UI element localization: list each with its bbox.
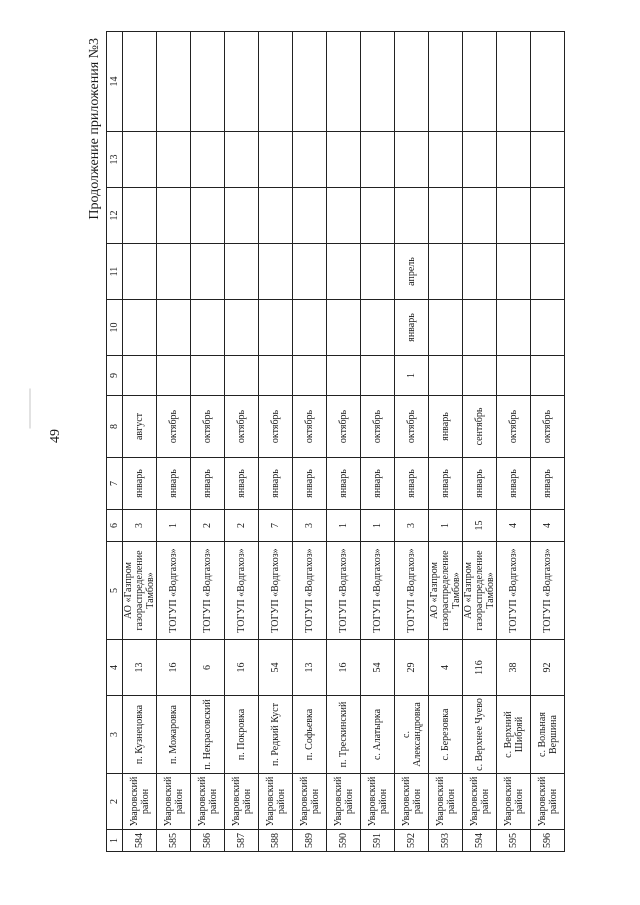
table-row xyxy=(395,32,429,852)
table-cell: 38 xyxy=(497,640,531,696)
table-cell xyxy=(463,244,497,300)
table-cell: 3 xyxy=(123,510,157,542)
column-header: 6 xyxy=(107,510,123,542)
table-cell: октябрь xyxy=(531,396,565,458)
table-cell: 588 xyxy=(259,830,293,852)
table-cell xyxy=(191,32,225,132)
table-cell: с. Верхний Шибряй xyxy=(497,696,531,774)
table-cell: январь xyxy=(157,458,191,510)
table-cell: ТОГУП «Водгахоз» xyxy=(395,542,429,640)
table-cell xyxy=(157,188,191,244)
column-header: 2 xyxy=(107,774,123,830)
table-cell: Уваровский район xyxy=(293,774,327,830)
table-cell xyxy=(259,188,293,244)
table-cell: октябрь xyxy=(361,396,395,458)
table-cell: с. Алатырка xyxy=(361,696,395,774)
table-caption: Продолжение приложения №3 xyxy=(87,38,102,220)
table-cell xyxy=(463,188,497,244)
table-cell: ТОГУП «Водгахоз» xyxy=(497,542,531,640)
table-cell: ТОГУП «Водгахоз» xyxy=(361,542,395,640)
table-cell: Уваровский район xyxy=(429,774,463,830)
table-cell: Уваровский район xyxy=(361,774,395,830)
table-cell xyxy=(191,356,225,396)
rotated-page-content xyxy=(84,32,614,852)
table-cell xyxy=(531,132,565,188)
table-row xyxy=(361,32,395,852)
table-cell: октябрь xyxy=(259,396,293,458)
table-cell xyxy=(157,300,191,356)
table-cell: п. Трескинский xyxy=(327,696,361,774)
table-cell: август xyxy=(123,396,157,458)
table-cell: 1 xyxy=(157,510,191,542)
table-cell xyxy=(259,356,293,396)
table-cell xyxy=(361,32,395,132)
table-cell xyxy=(225,244,259,300)
table-cell: 593 xyxy=(429,830,463,852)
table-cell xyxy=(429,244,463,300)
table-cell: 590 xyxy=(327,830,361,852)
table-cell xyxy=(293,244,327,300)
table-cell: Уваровский район xyxy=(497,774,531,830)
column-header: 10 xyxy=(107,300,123,356)
table-cell: 116 xyxy=(463,640,497,696)
table-cell: 2 xyxy=(191,510,225,542)
appendix-table xyxy=(106,31,565,852)
table-cell: 4 xyxy=(531,510,565,542)
table-cell: АО «Газпром газораспределение Тамбов» xyxy=(463,542,497,640)
table-cell: ТОГУП «Водгахоз» xyxy=(225,542,259,640)
table-cell: п. Можаровка xyxy=(157,696,191,774)
table-row xyxy=(531,32,565,852)
table-cell xyxy=(463,300,497,356)
table-cell: АО «Газпром газораспределение Тамбов» xyxy=(123,542,157,640)
column-header: 5 xyxy=(107,542,123,640)
table-row xyxy=(429,32,463,852)
column-header: 14 xyxy=(107,32,123,132)
table-cell: 16 xyxy=(157,640,191,696)
table-cell xyxy=(531,244,565,300)
table-cell xyxy=(395,132,429,188)
table-cell: январь xyxy=(361,458,395,510)
table-cell xyxy=(497,188,531,244)
table-cell: 3 xyxy=(293,510,327,542)
table-cell: 1 xyxy=(327,510,361,542)
column-header: 7 xyxy=(107,458,123,510)
table-cell: 1 xyxy=(395,356,429,396)
table-row xyxy=(293,32,327,852)
table-row xyxy=(327,32,361,852)
table-cell xyxy=(157,356,191,396)
table-cell xyxy=(123,356,157,396)
table-cell: январь xyxy=(429,396,463,458)
table-cell: 2 xyxy=(225,510,259,542)
table-cell: январь xyxy=(191,458,225,510)
table-cell xyxy=(225,188,259,244)
column-header: 13 xyxy=(107,132,123,188)
table-cell: Уваровский район xyxy=(157,774,191,830)
table-row xyxy=(123,32,157,852)
table-cell: Уваровский район xyxy=(327,774,361,830)
table-cell: 4 xyxy=(497,510,531,542)
table-cell: п. Некрасовский xyxy=(191,696,225,774)
table-cell: 595 xyxy=(497,830,531,852)
table-cell xyxy=(497,244,531,300)
table-cell: октябрь xyxy=(497,396,531,458)
table-cell: 587 xyxy=(225,830,259,852)
table-cell: 589 xyxy=(293,830,327,852)
table-cell: 592 xyxy=(395,830,429,852)
table-cell xyxy=(157,132,191,188)
column-header: 12 xyxy=(107,188,123,244)
table-cell xyxy=(531,356,565,396)
table-cell: 596 xyxy=(531,830,565,852)
table-cell xyxy=(327,244,361,300)
table-cell: октябрь xyxy=(191,396,225,458)
table-cell: АО «Газпром газораспределение Тамбов» xyxy=(429,542,463,640)
table-cell xyxy=(429,356,463,396)
table-cell xyxy=(463,32,497,132)
table-row xyxy=(157,32,191,852)
table-cell: 584 xyxy=(123,830,157,852)
table-cell: с. Верхнее Чуево xyxy=(463,696,497,774)
table-cell: 13 xyxy=(293,640,327,696)
table-cell xyxy=(123,188,157,244)
table-cell: 16 xyxy=(225,640,259,696)
table-cell: 1 xyxy=(361,510,395,542)
table-cell xyxy=(191,132,225,188)
table-cell: 3 xyxy=(395,510,429,542)
table-cell: 7 xyxy=(259,510,293,542)
table-cell xyxy=(157,32,191,132)
table-cell: январь xyxy=(259,458,293,510)
table-cell: январь xyxy=(327,458,361,510)
table-cell xyxy=(259,300,293,356)
column-header: 4 xyxy=(107,640,123,696)
table-cell: октябрь xyxy=(225,396,259,458)
table-cell: 586 xyxy=(191,830,225,852)
table-cell xyxy=(327,32,361,132)
table-cell xyxy=(497,300,531,356)
table-cell xyxy=(293,356,327,396)
table-cell xyxy=(361,300,395,356)
table-cell: 29 xyxy=(395,640,429,696)
table-cell: ТОГУП «Водгахоз» xyxy=(327,542,361,640)
table-cell xyxy=(497,356,531,396)
table-cell: январь xyxy=(395,458,429,510)
table-cell xyxy=(361,356,395,396)
table-cell: 591 xyxy=(361,830,395,852)
table-cell xyxy=(293,300,327,356)
table-cell xyxy=(327,132,361,188)
table-cell xyxy=(293,132,327,188)
table-cell: январь xyxy=(225,458,259,510)
table-row xyxy=(497,32,531,852)
table-cell: Уваровский район xyxy=(123,774,157,830)
table-cell xyxy=(123,300,157,356)
column-header: 11 xyxy=(107,244,123,300)
table-cell: январь xyxy=(429,458,463,510)
table-row xyxy=(463,32,497,852)
table-cell xyxy=(327,188,361,244)
table-cell: Уваровский район xyxy=(191,774,225,830)
table-cell: 13 xyxy=(123,640,157,696)
table-cell: Уваровский район xyxy=(225,774,259,830)
table-row xyxy=(259,32,293,852)
table-cell xyxy=(293,188,327,244)
page-number: 49 xyxy=(48,429,63,443)
table-cell: ТОГУП «Водгахоз» xyxy=(259,542,293,640)
table-cell: январь xyxy=(293,458,327,510)
table-cell xyxy=(395,32,429,132)
table-cell xyxy=(123,244,157,300)
table-body xyxy=(123,32,565,852)
table-cell xyxy=(259,132,293,188)
table-cell: 92 xyxy=(531,640,565,696)
table-cell xyxy=(463,132,497,188)
table-cell xyxy=(361,244,395,300)
table-cell xyxy=(259,244,293,300)
table-cell: п. Редкий Куст xyxy=(259,696,293,774)
table-cell: 4 xyxy=(429,640,463,696)
table-cell: январь xyxy=(531,458,565,510)
table-cell: ТОГУП «Водгахоз» xyxy=(191,542,225,640)
column-header: 3 xyxy=(107,696,123,774)
table-cell: Уваровский район xyxy=(259,774,293,830)
table-cell xyxy=(463,356,497,396)
table-cell: 594 xyxy=(463,830,497,852)
table-cell: 585 xyxy=(157,830,191,852)
table-cell xyxy=(293,32,327,132)
column-header: 1 xyxy=(107,830,123,852)
table-cell xyxy=(157,244,191,300)
table-cell xyxy=(429,132,463,188)
table-cell: с. Александровка xyxy=(395,696,429,774)
table-cell xyxy=(191,244,225,300)
table-cell xyxy=(429,32,463,132)
table-cell xyxy=(225,356,259,396)
table-cell xyxy=(123,32,157,132)
table-cell: январь xyxy=(463,458,497,510)
table-cell: 16 xyxy=(327,640,361,696)
table-cell: с. Березовка xyxy=(429,696,463,774)
table-cell: январь xyxy=(497,458,531,510)
column-header: 9 xyxy=(107,356,123,396)
table-cell: Уваровский район xyxy=(463,774,497,830)
table-cell: Уваровский район xyxy=(395,774,429,830)
table-cell xyxy=(225,300,259,356)
table-cell xyxy=(497,132,531,188)
table-row xyxy=(191,32,225,852)
table-cell xyxy=(395,188,429,244)
table-cell: 54 xyxy=(361,640,395,696)
table-cell: ТОГУП «Водгахоз» xyxy=(157,542,191,640)
table-cell: январь xyxy=(123,458,157,510)
column-header: 8 xyxy=(107,396,123,458)
table-cell xyxy=(361,188,395,244)
table-cell: январь xyxy=(395,300,429,356)
table-cell: октябрь xyxy=(327,396,361,458)
header-row xyxy=(107,32,123,852)
table-cell: октябрь xyxy=(293,396,327,458)
table-cell: с. Вольная Вершина xyxy=(531,696,565,774)
table-cell xyxy=(327,300,361,356)
table-cell: 1 xyxy=(429,510,463,542)
table-cell: Уваровский район xyxy=(531,774,565,830)
table-cell xyxy=(361,132,395,188)
table-cell xyxy=(225,132,259,188)
table-cell: п. Кузнецовка xyxy=(123,696,157,774)
table-cell xyxy=(429,300,463,356)
table-cell: 15 xyxy=(463,510,497,542)
table-cell xyxy=(531,188,565,244)
table-cell: ТОГУП «Водгахоз» xyxy=(293,542,327,640)
table-cell xyxy=(259,32,293,132)
table-cell: ТОГУП «Водгахоз» xyxy=(531,542,565,640)
table-cell: п. Покровка xyxy=(225,696,259,774)
table-cell xyxy=(225,32,259,132)
table-cell xyxy=(429,188,463,244)
table-cell: октябрь xyxy=(157,396,191,458)
table-row xyxy=(225,32,259,852)
table-cell: п. Софьевка xyxy=(293,696,327,774)
table-cell: октябрь xyxy=(395,396,429,458)
table-cell xyxy=(531,32,565,132)
scan-mark xyxy=(30,389,31,429)
table-cell xyxy=(531,300,565,356)
table-cell xyxy=(123,132,157,188)
table-cell xyxy=(191,188,225,244)
table-cell xyxy=(191,300,225,356)
table-cell xyxy=(327,356,361,396)
table-cell: 54 xyxy=(259,640,293,696)
table-cell: апрель xyxy=(395,244,429,300)
table-cell: сентябрь xyxy=(463,396,497,458)
table-cell xyxy=(497,32,531,132)
table-cell: 6 xyxy=(191,640,225,696)
